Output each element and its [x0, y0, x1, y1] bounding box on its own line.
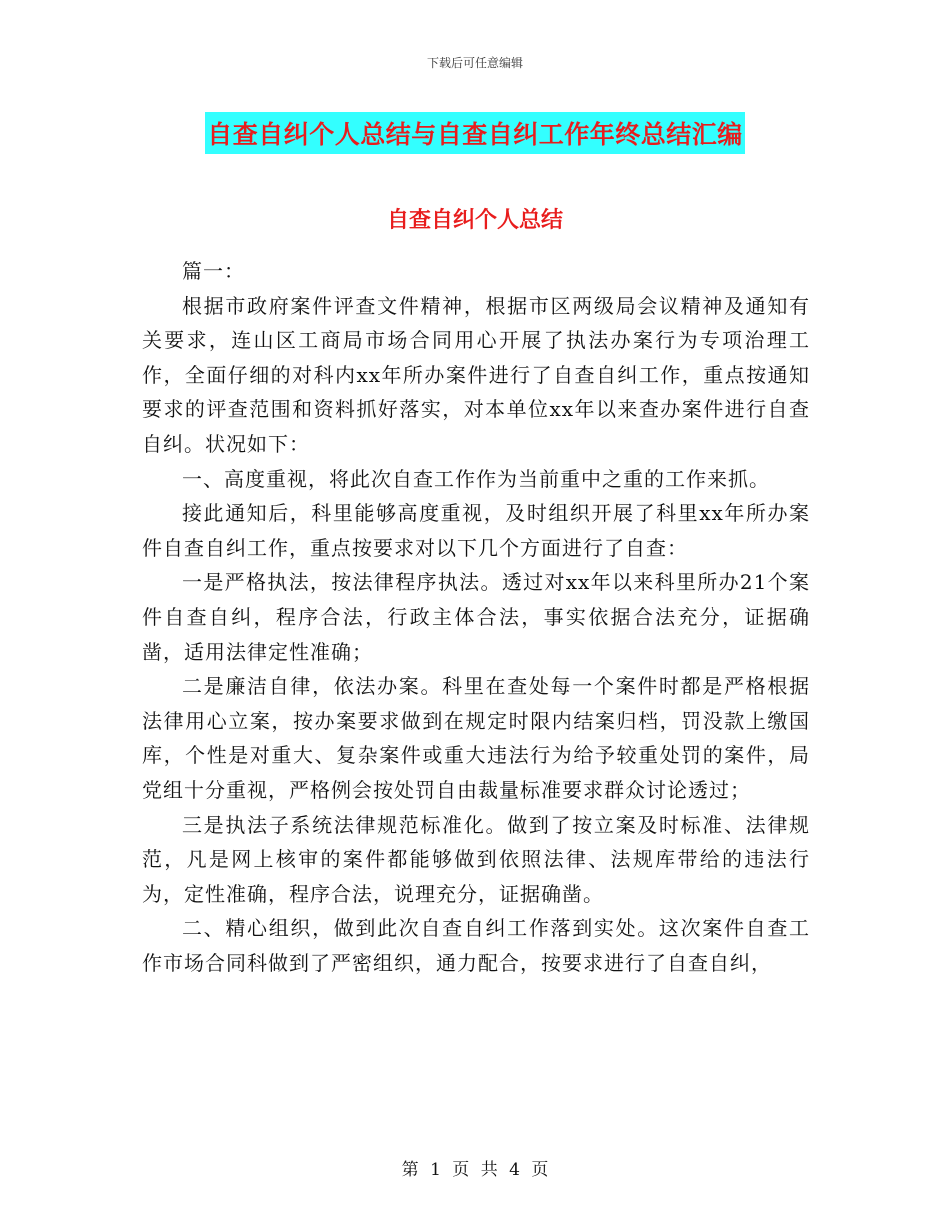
paragraph: 二是廉洁自律，依法办案。科里在查处每一个案件时都是严格根据法律用心立案，按办案要求做到在规定时限内结案归档，罚没款上缴国库，个性是对重大、复杂案件或重大违法行为给予较重处罚的案件，局党组十分重视，严格例会按处罚自由裁量标准要求群众讨论透过；: [142, 674, 810, 802]
page-footer: [0, 1155, 950, 1180]
header-note: 下载后可任意编辑: [426, 56, 523, 70]
document-title-text: 自查自纠个人总结与自查自纠工作年终总结汇编: [205, 112, 745, 154]
paragraph: 一、高度重视，将此次自查工作作为当前重中之重的工作来抓。: [182, 466, 770, 491]
total-label: 共: [480, 1160, 498, 1180]
paragraph: 三是执法子系统法律规范标准化。做到了按立案及时标准、法律规范，凡是网上核审的案件都能够做到依照法律、法规库带给的违法行为，定性准确，程序合法，说理充分，证据确凿。: [142, 812, 810, 906]
section-title: 自查自纠个人总结: [386, 207, 563, 233]
paragraph: 一是严格执法，按法律程序执法。透过对xx年以来科里所办21个案件自查自纠，程序合法，行政主体合法，事实依据合法充分，证据确凿，适用法律定性准确；: [142, 570, 810, 664]
page-total: 4: [509, 1160, 520, 1180]
paragraph: 接此通知后，科里能够高度重视，及时组织开展了科里xx年所办案件自查自纠工作，重点按要求对以下几个方面进行了自查：: [142, 501, 810, 560]
page-unit: 页: [452, 1160, 470, 1180]
paragraph: 根据市政府案件评查文件精神，根据市区两级局会议精神及通知有关要求，连山区工商局市场合同用心开展了执法办案行为专项治理工作，全面仔细的对科内xx年所办案件进行了自查自纠工作，重点按通知要求的评查范围和资料抓好落实，对本单位xx年以来查办案件进行自查自纠。状况如下：: [142, 293, 810, 456]
paragraph: 二、精心组织，做到此次自查自纠工作落到实处。这次案件自查工作市场合同科做到了严密组织，通力配合，按要求进行了自查自纠，: [142, 916, 810, 975]
document-title: [0, 112, 950, 154]
document-body: [142, 254, 810, 980]
page-label: 第: [401, 1160, 419, 1180]
paragraph: 篇一：: [182, 259, 245, 283]
total-unit: 页: [531, 1160, 549, 1180]
page-current: 1: [430, 1160, 441, 1180]
